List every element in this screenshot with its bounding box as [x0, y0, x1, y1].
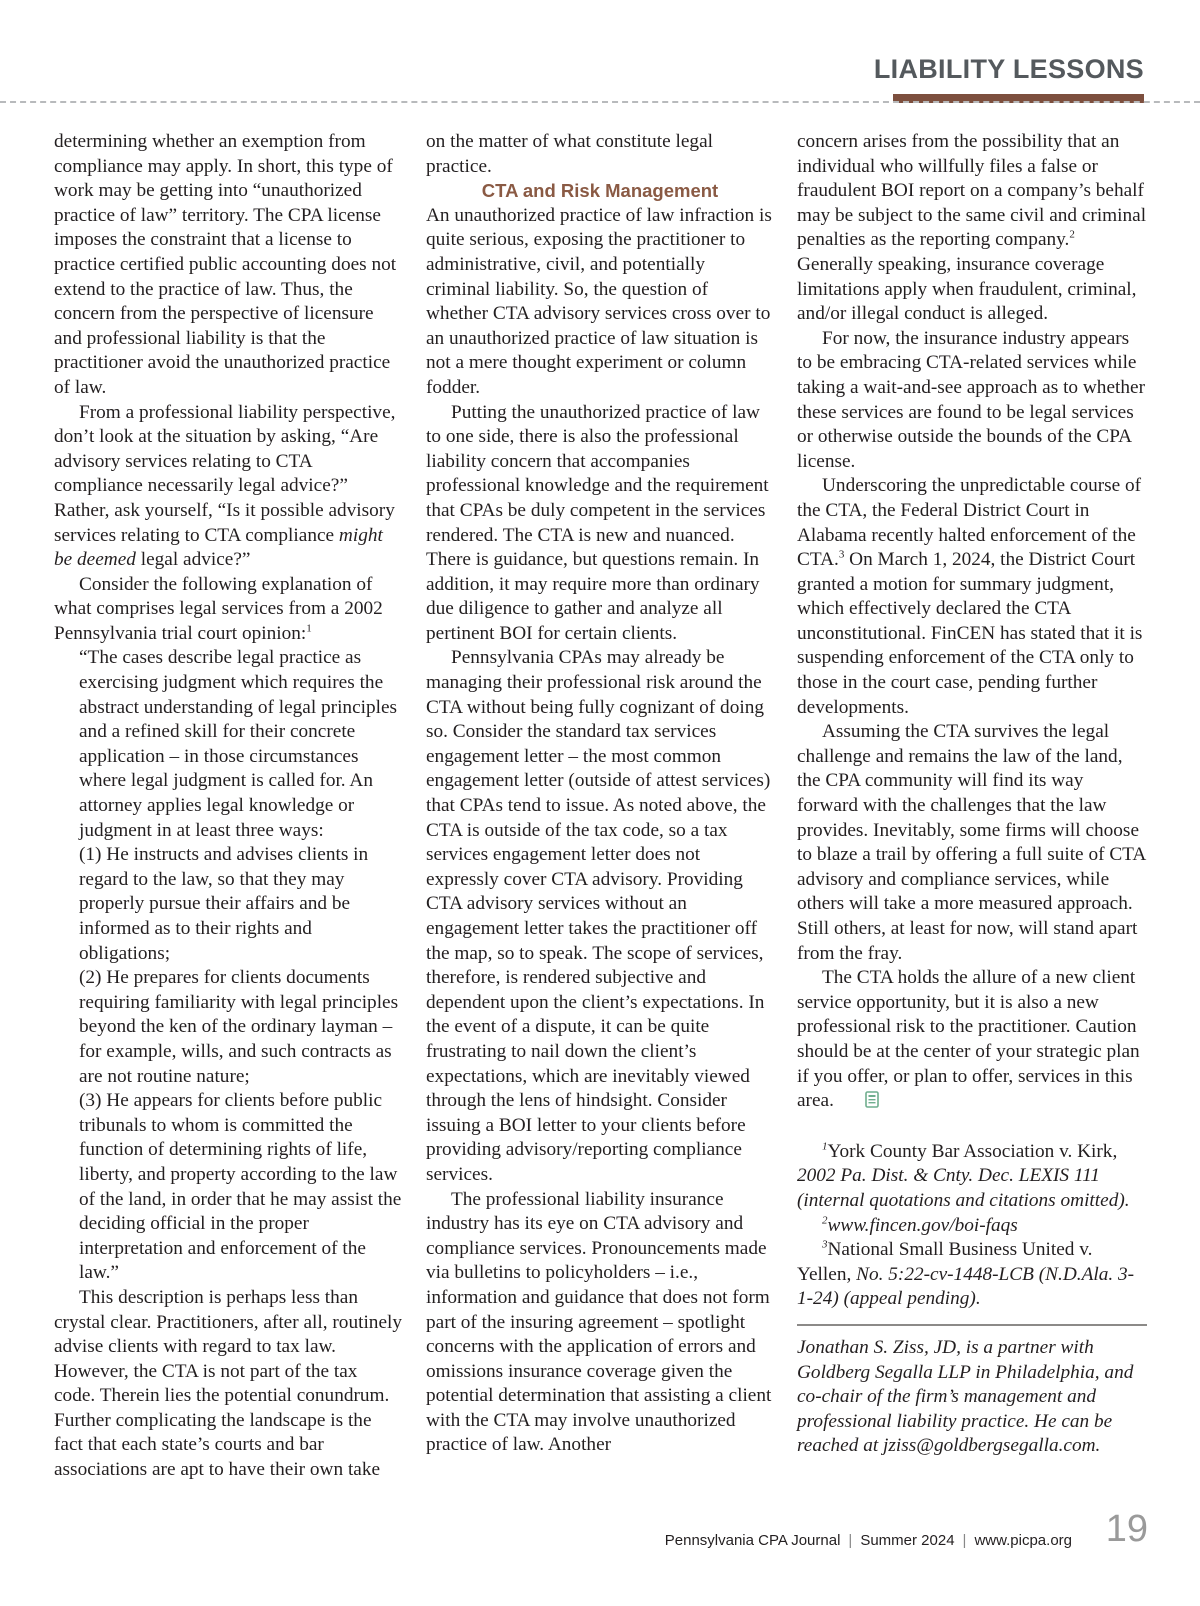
- paragraph: concern arises from the possibility that an individual who willfully files a false or fraudulent BOI report on a company’s behalf may be subject to the same civil and criminal penalties as the reporting company.$^2$ Generally speaking, insurance coverage limitations apply when fraudulent, criminal, and/or illegal conduct is alleged.: [797, 131, 1147, 325]
- column-1: [54, 130, 402, 1483]
- footnotes: [797, 1140, 1147, 1312]
- paragraph: Pennsylvania CPAs may already be managing their professional risk around the CTA without being fully cognizant of doing so. Consider the standard tax services engagement letter – the most common engagement letter (outside of attest services) that CPAs tend to issue. As noted above, the CTA is outside of the tax code, so a tax services engagement letter does not expressly cover CTA advisory. Providing CTA advisory services without an engagement letter takes the practitioner off the map, so to speak. The scope of services, therefore, is rendered subjective and dependent upon the client’s expectations. In the event of a dispute, it can be quite frustrating to nail down the client’s expectations, which are inevitably viewed through the lens of hindsight. Consider issuing a BOI letter to your clients before providing advisory/reporting compliance services.: [426, 647, 771, 1185]
- bio-divider: [797, 1324, 1147, 1326]
- block-quote: “The cases describe legal practice as exercising judgment which requires the abstract understanding of legal principles and a refined skill for their concrete application – in those circumstances where legal judgment is called for. An attorney applies legal knowledge or judgment in at least three ways:: [79, 647, 398, 841]
- footnote: $^3$National Small Business United v. Yellen, No. 5:22-cv-1448-LCB (N.D.Ala. 3-1-24) (appeal pending).: [797, 1238, 1135, 1310]
- header-dashed-rule: [0, 101, 1200, 103]
- footnote: $^1$York County Bar Association v. Kirk, 2002 Pa. Dist. & Cnty. Dec. LEXIS 111 (internal quotations and citations omitted).: [797, 1140, 1130, 1211]
- issue-date: Summer 2024: [860, 1532, 955, 1549]
- footnote-ref: 3: [838, 548, 845, 561]
- footnote-ref: 2: [1069, 228, 1075, 241]
- column-3: [797, 130, 1147, 1459]
- author-bio: Jonathan S. Ziss, JD, is a partner with Goldberg Segalla LLP in Philadelphia, and co-chair of the firm’s management and professional liability practice. He can be reached at jziss@goldbergsegalla.com.: [797, 1336, 1134, 1457]
- journal-end-mark-icon: [840, 1091, 854, 1108]
- footnote: $^2$www.fincen.gov/boi-faqs: [822, 1214, 1018, 1236]
- website-link[interactable]: www.picpa.org: [974, 1532, 1072, 1549]
- section-label: LIABILITY LESSONS: [873, 54, 1144, 84]
- paragraph: Assuming the CTA survives the legal challenge and remains the law of the land, the CPA community will find its way forward with the challenges that the law provides. Inevitably, some firms will choose to blaze a trail by offering a full suite of CTA advisory and compliance services, while others will take a more measured approach. Still others, at least for now, will stand apart from the fray.: [797, 721, 1146, 964]
- block-quote: (2) He prepares for clients documents requiring familiarity with legal principles beyond the ken of the ordinary layman – for example, wills, and such contracts as are not routine nature;: [79, 967, 399, 1087]
- paragraph: From a professional liability perspective, don’t look at the situation by asking, “Are advisory services relating to CTA compliance necessarily legal advice?” Rather, ask yourself, “Is it possible advisory services relating to CTA compliance might be deemed legal advice?”: [54, 401, 396, 571]
- paragraph: This description is perhaps less than crystal clear. Practitioners, after all, routinely advise clients with regard to tax law. However, the CTA is not part of the tax code. Therein lies the potential conundrum. Further complicating the landscape is the fact that each state’s courts and bar associations are apt to have their own take: [54, 1286, 402, 1481]
- footer-separator: |: [962, 1532, 967, 1549]
- paragraph: determining whether an exemption from compliance may apply. In short, this type of work may be getting into “unauthorized practice of law” territory. The CPA license imposes the constraint that a license to practice certified public accounting does not extend to the practice of law. Thus, the concern from the perspective of licensure and professional liability is that the practitioner avoid the unauthorized practice of law.: [54, 131, 397, 398]
- paragraph: Putting the unauthorized practice of law to one side, there is also the professional liability concern that accompanies professional knowledge and the requirement that CPAs be duly competent in the services rendered. The CTA is new and nuanced. There is guidance, but questions remain. In addition, it may require more than ordinary due diligence to gather and analyze all pertinent BOI for certain clients.: [426, 401, 769, 644]
- column-2: [426, 130, 774, 1458]
- emphasis-text: might be deemed: [54, 524, 383, 571]
- paragraph: The CTA holds the allure of a new client service opportunity, but it is also a new professional risk to the practitioner. Caution should be at the center of your strategic plan if you offer, or plan to offer, services in this area.: [797, 967, 1140, 1112]
- block-quote: (3) He appears for clients before public tribunals to whom is committed the function of determining rights of life, liberty, and property according to the law of the land, in order that he may assist the deciding official in the proper interpretation and enforcement of the law.”: [79, 1090, 402, 1284]
- footnote-ref: 1: [306, 622, 312, 635]
- page-number: 19: [1105, 1508, 1148, 1550]
- paragraph: Consider the following explanation of what comprises legal services from a 2002 Pennsylvania trial court opinion:$^1$: [54, 573, 383, 644]
- section-subheading: CTA and Risk Management: [481, 180, 719, 202]
- journal-name: Pennsylvania CPA Journal: [664, 1532, 841, 1549]
- paragraph: Underscoring the unpredictable course of the CTA, the Federal District Court in Alabama recently halted enforcement of the CTA.$^3$ On March 1, 2024, the District Court granted a motion for summary judgment, which effectively declared the CTA unconstitutional. FinCEN has stated that it is suspending enforcement of the CTA only to those in the court case, pending further developments.: [797, 475, 1143, 718]
- paragraph: An unauthorized practice of law infraction is quite serious, exposing the practitioner to administrative, civil, and potentially criminal liability. So, the question of whether CTA advisory services cross over to an unauthorized practice of law situation is not a mere thought experiment or column fodder.: [426, 204, 772, 398]
- footer-separator: |: [848, 1532, 853, 1549]
- page-footer: [665, 1532, 1072, 1549]
- paragraph: The professional liability insurance industry has its eye on CTA advisory and compliance services. Pronouncements made via bulletins to policyholders – i.e., information and guidance that does not form part of the insuring agreement – spotlight concerns with the application of errors and omissions insurance coverage given the potential determination that assisting a client with the CTA may involve unauthorized practice of law. Another: [426, 1188, 772, 1456]
- paragraph: on the matter of what constitute legal practice.: [426, 131, 713, 177]
- block-quote: (1) He instructs and advises clients in regard to the law, so that they may properly pursue their affairs and be informed as to their rights and obligations;: [79, 844, 369, 964]
- paragraph: For now, the insurance industry appears to be embracing CTA-related services while taking a wait-and-see approach as to whether these services are found to be legal services or otherwise outside the bounds of the CPA license.: [797, 327, 1145, 472]
